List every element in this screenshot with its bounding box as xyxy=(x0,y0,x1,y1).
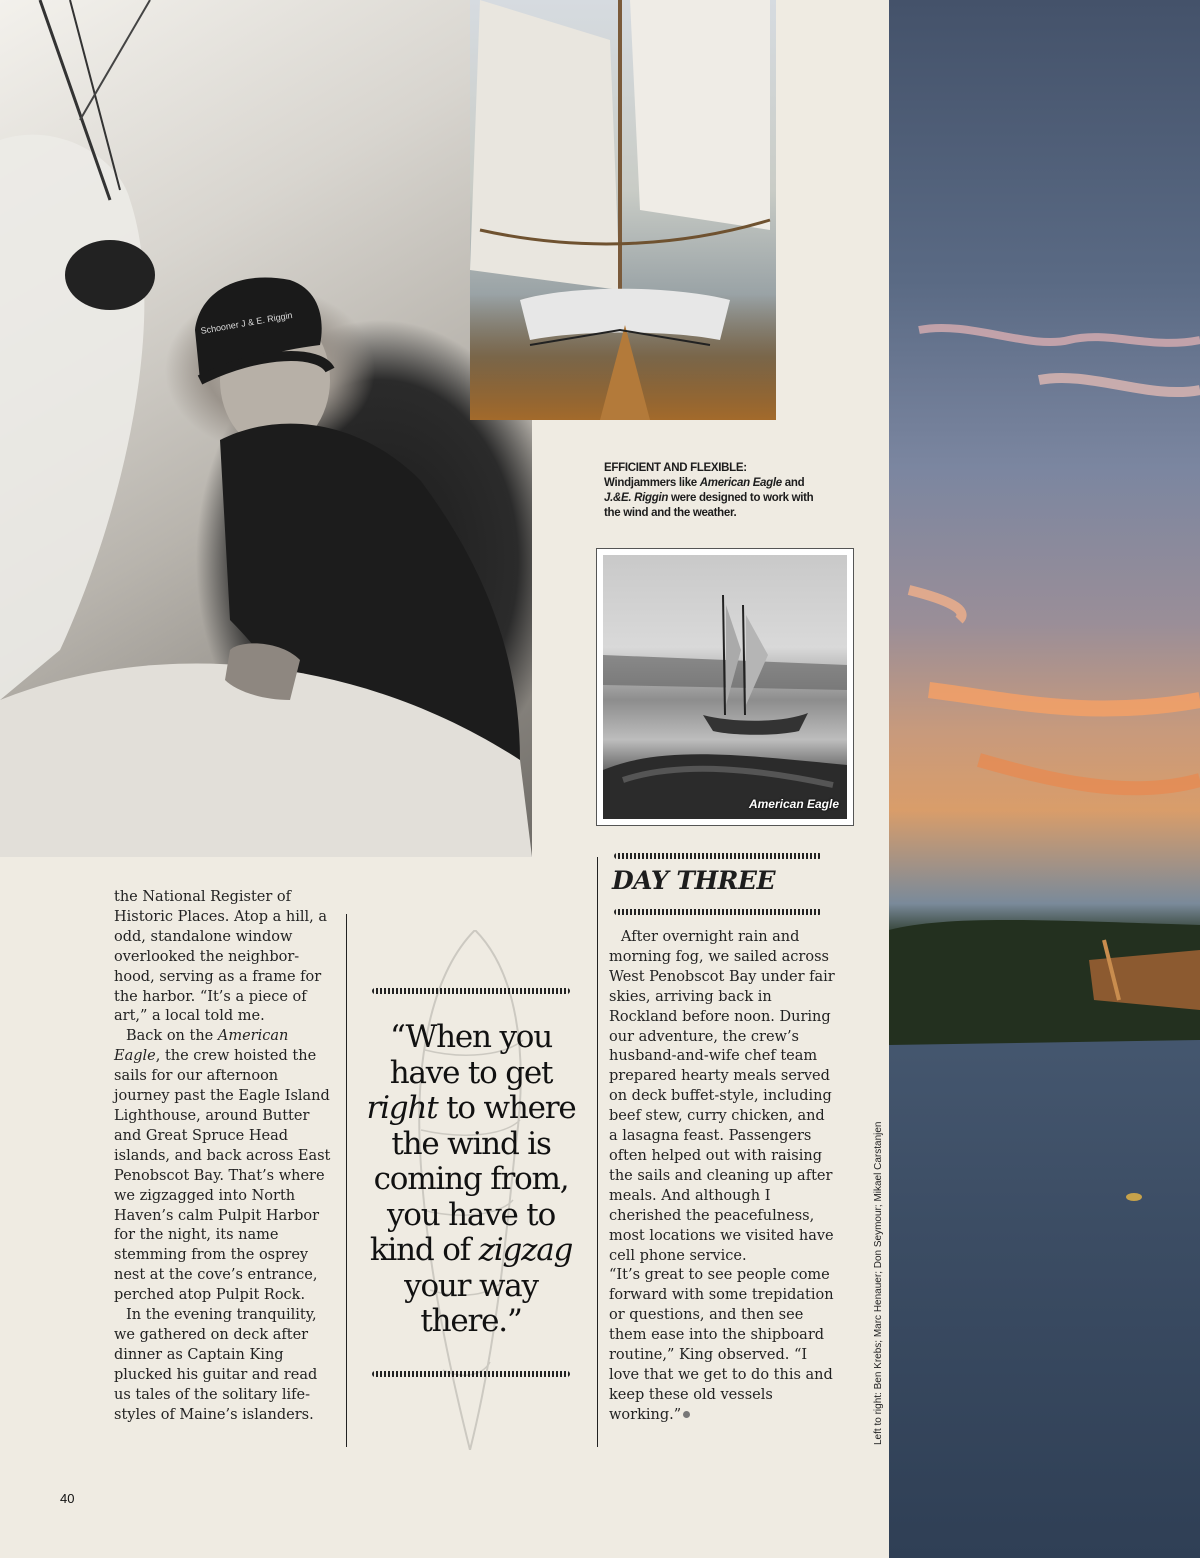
pull-quote-text: your way there.” xyxy=(404,1267,538,1339)
photo-credit: Left to right: Ben Krebs; Marc Henauer; Don Seymour; Mikael Carstanjen xyxy=(873,1121,884,1445)
paragraph-text: Back on the xyxy=(126,1028,218,1045)
caption-text-2: and xyxy=(781,477,805,489)
right-text-column xyxy=(609,928,835,1426)
caption-text-1: Windjammers like xyxy=(604,477,700,489)
paragraph: the National Register of Historic Places. Atop a hill, a odd, standalone window overlooked the neighbor-hood, serving as a frame for the harbor. “It’s a piece of art,” a local told me. xyxy=(114,889,328,1025)
photo-caption xyxy=(604,461,834,521)
photo-frame xyxy=(596,548,854,826)
paragraph-text: , the crew hoisted the sails for our afternoon journey past the Eagle Island Lighthouse, around Butter and Great Spruce Head islands, and back across East Penobscot Bay. That’s where we zigzagged into North Haven’s calm Pulpit Harbor for the night, its name stemming from the osprey nest at the cove’s entrance, perched atop Pulpit Rock. xyxy=(114,1048,331,1304)
pull-quote-text: to where the wind is coming from, you have to kind of xyxy=(369,1090,576,1268)
pull-quote-rule xyxy=(372,988,570,994)
pull-quote-emphasis: right xyxy=(366,1090,438,1126)
section-rule xyxy=(614,909,822,915)
caption-text-4: the wind and the weather. xyxy=(604,507,737,519)
section-rule xyxy=(614,853,822,859)
paragraph-text: “It’s great to see people come forward with some trepidation or questions, and then see them ease into the shipboard routine,” King observed. “I love that we get to do this and keep these old vessels working.” xyxy=(609,1267,834,1423)
sunset-photo-illustration xyxy=(889,0,1200,1558)
cap-logo-text: Schooner J & E. Riggin xyxy=(199,309,294,337)
page-number: 40 xyxy=(60,1491,75,1506)
paragraph: In the evening tranquility, we gathered on deck after dinner as Captain King plucked his guitar and read us tales of the solitary life-styles of Maine’s islanders. xyxy=(114,1307,318,1423)
column-divider xyxy=(597,857,598,1447)
pull-quote-emphasis: zigzag xyxy=(478,1232,573,1268)
section-heading: DAY THREE xyxy=(612,866,775,895)
ship-name: American Eagle xyxy=(114,1028,289,1065)
caption-ship-name-2: J.&E. Riggin xyxy=(604,492,669,504)
paragraph xyxy=(609,1266,835,1425)
left-text-column xyxy=(114,888,336,1425)
pull-quote-text: “When you have to get xyxy=(389,1019,553,1091)
bow-photo-illustration xyxy=(470,0,776,420)
end-mark-icon xyxy=(683,1411,690,1418)
crew-member-with-sail-photo xyxy=(0,0,532,857)
fog-photo-illustration xyxy=(603,555,847,819)
photo-ship-label: American Eagle xyxy=(748,797,839,811)
crew-photo-illustration xyxy=(0,0,532,857)
caption-ship-name-1: American Eagle xyxy=(699,477,782,489)
caption-text-3: were designed to work with xyxy=(668,492,814,504)
schooner-in-fog-photo xyxy=(603,555,847,819)
paragraph xyxy=(114,1027,336,1306)
column-divider xyxy=(346,914,347,1447)
sunset-harbor-photo xyxy=(889,0,1200,1558)
bowsprit-and-sails-photo xyxy=(470,0,776,420)
caption-heading: EFFICIENT AND FLEXIBLE: xyxy=(604,462,747,474)
paragraph: After overnight rain and morning fog, we sailed across West Penobscot Bay under fair skies, arriving back in Rockland before noon. During our adventure, the crew’s husband-and-wife chef team prepared hearty meals served on deck buffet-style, including beef stew, curry chicken, and a lasagna feast. Passengers often helped out with raising the sails and cleaning up after meals. And although I cherished the peacefulness, most locations we visited have cell phone service. xyxy=(609,929,835,1264)
pull-quote-rule xyxy=(372,1371,570,1377)
pull-quote xyxy=(360,1020,582,1340)
